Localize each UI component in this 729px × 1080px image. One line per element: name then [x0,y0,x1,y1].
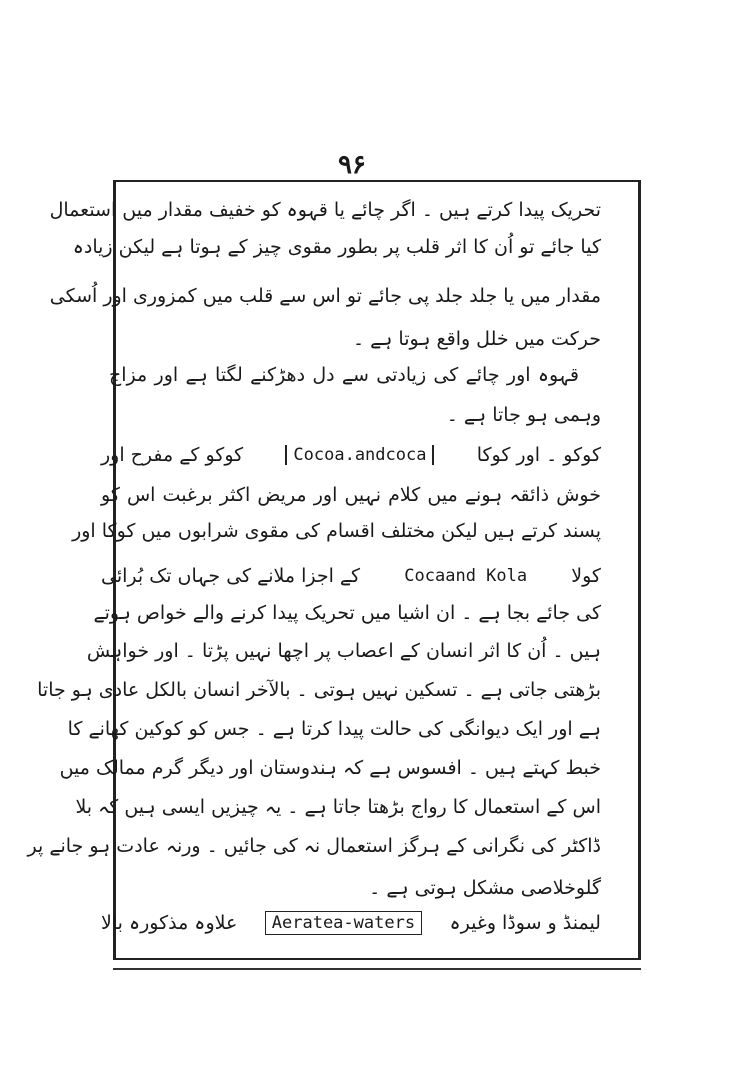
aerated-latin: Aeratea-waters [265,911,422,935]
aerated-line [101,908,601,938]
text-line-12: ہیں ۔ اُن کا اثر انسان کے اعصاب پر اچھا نہیں پڑتا ۔ اور خواہش [86,640,601,662]
kola-line-right: کولا [571,565,601,587]
cocoa-latin: Cocoa.andcoca [285,445,434,465]
text-line-15: خبط کہتے ہیں ۔ افسوس ہے کہ ہندوستان اور دیگر گرم ممالک میں [59,757,601,779]
text-line-1: تحریک پیدا کرتے ہیں ۔ اگر چائے یا قہوہ کو خفیف مقدار میں استعمال [49,199,601,221]
kola-latin: Cocaand Kola [404,566,528,586]
cocoa-line-right: کوکو ۔ اور کوکا [476,444,601,466]
text-line-4: حرکت میں خلل واقع ہوتا ہے ۔ [352,328,601,350]
cocoa-line-left: کوکو کے مفرح اور [101,444,244,466]
text-line-3: مقدار میں یا جلد جلد پی جائے تو اس سے قلب میں کمزوری اور اُسکی [49,285,601,307]
text-line-6: وہمی ہو جاتا ہے ۔ [446,404,601,426]
kola-line-left: کے اجزا ملانے کی جہاں تک بُرائی [101,565,361,587]
text-line-17: ڈاکٹر کی نگرانی کے ہرگز استعمال نہ کی جائیں ۔ ورنہ عادت ہو جانے پر [27,835,601,857]
text-line-14: ہے اور ایک دیوانگی کی حالت پیدا کرتا ہے ۔ جس کو کوکین کھانے کا [67,718,601,740]
text-line-2: کیا جائے تو اُن کا اثر قلب پر بطور مقوی چیز کے ہوتا ہے لیکن زیادہ [72,236,601,258]
text-line-13: بڑھتی جاتی ہے ۔ تسکین نہیں ہوتی ۔ بالآخر انسان بالکل عادی ہو جاتا [37,679,601,701]
text-line-16: اس کے استعمال کا رواج بڑھتا جاتا ہے ۔ یہ چیزیں ایسی ہیں کہ بلا [75,796,601,818]
text-line-11: کی جائے بجا ہے ۔ ان اشیا میں تحریک پیدا کرنے والے خواص ہوتے [93,602,601,624]
cocoa-line [101,440,601,470]
aerated-line-left: علاوہ مذکورہ بالا [101,912,238,934]
page-number: ۹۶ [338,150,366,180]
kola-line [101,561,601,591]
text-line-9: پسند کرتے ہیں لیکن مختلف اقسام کی مقوی شرابوں میں کوکا اور [72,520,601,542]
text-line-5: قہوہ اور چائے کی زیادتی سے دل دھڑکنے لگتا ہے اور مزاج [109,364,579,386]
text-line-8: خوش ذائقہ ہونے میں کلام نہیں اور مریض اکثر برغبت اس کو [101,484,601,506]
text-line-18: گلوخلاصی مشکل ہوتی ہے ۔ [369,877,601,899]
aerated-line-right: لیمنڈ و سوڈا وغیرہ [449,912,601,934]
